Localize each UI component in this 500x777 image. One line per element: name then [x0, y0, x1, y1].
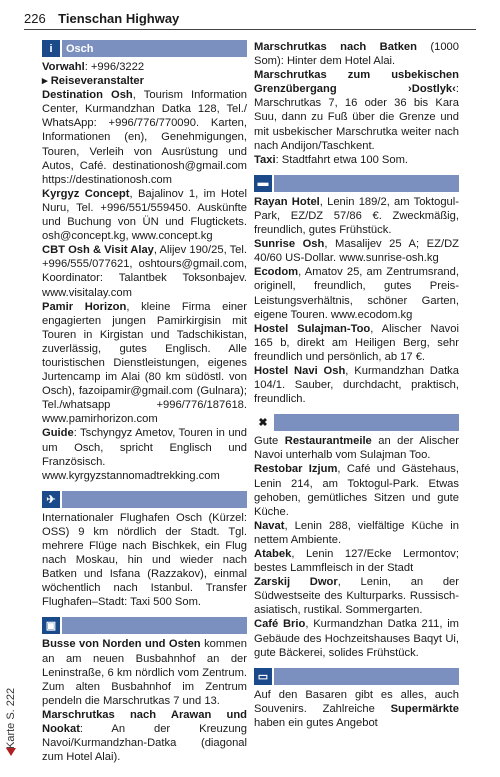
- map-reference-label: Karte S. 222: [5, 687, 17, 749]
- section-bar-bus: [42, 617, 247, 634]
- entry-zarskij: Zarskij Dwor, Lenin, an der Südwestseite des Kulturparks. Russisch-asiatisch, rustikal. Sommergarten.: [254, 576, 459, 617]
- entry-kyrgyz-concept: Kyrgyz Concept, Bajalinov 1, im Hotel Nuru, Tel. +996/551/559450. Auskünfte und Buchung von ÜN und Flugtickets. osh@concept.kg, www.concept.kg: [42, 187, 247, 243]
- entry-shopping: Auf den Basaren gibt es alles, auch Souvenirs. Zahlreiche Supermärkte haben ein gutes Angebot: [254, 688, 459, 729]
- section-bar-food: [254, 414, 459, 431]
- page-header: [24, 10, 476, 32]
- entry-arawan: Marschrutkas nach Arawan und Nookat: An der Kreuzung Navoi/Kurmandzhan-Datka (diagonal zum Hotel Alai).: [42, 708, 247, 764]
- entry-busse: Busse von Norden und Osten kommen an am neuen Busbahnhof an der Leninstraße, 6 km nördlich vom Zentrum. Zum alten Busbahnhof im Zentrum pendeln die Marschrutkas 7 und 13.: [42, 638, 247, 707]
- entry-rayan: Rayan Hotel, Lenin 189/2, am Toktogul-Park, EZ/DZ 57/86 €. Zweckmäßig, freundlich, gutes Frühstück.: [254, 195, 459, 237]
- section-bar-shopping: [254, 668, 459, 685]
- reiseveranstalter-heading: ▸ Reiseveranstalter: [42, 75, 145, 88]
- left-column: [42, 40, 247, 764]
- info-icon: i: [42, 40, 60, 57]
- flight-info: Internationaler Flughafen Osch (Kürzel: OSS) 9 km nördlich der Stadt. Tgl. mehrere Flüge nach Bischkek, ein Flug nach Moskau, hin und wieder nach Batken und Isfana (Razzakov), einmal wöchentlich nach Istanbul. Transfer Flughafen–Stadt: Taxi 500 Som.: [42, 511, 247, 609]
- entry-taxi: Taxi: Stadtfahrt etwa 100 Som.: [254, 153, 409, 166]
- section-bar-flight: [42, 491, 247, 508]
- bed-icon: ▬: [254, 175, 272, 192]
- section-bar-osch: [42, 40, 247, 57]
- entry-navi: Hostel Navi Osh, Kurmandzhan Datka 104/1. Sauber, durchdacht, praktisch, freundlich.: [254, 364, 459, 406]
- entry-sunrise: Sunrise Osh, Masalijev 25 A; EZ/DZ 40/60 US-Dollar. www.sunrise-osh.kg: [254, 238, 459, 265]
- entry-brio: Café Brio, Kurmandzhan Datka 211, im Gebäude des Hochzeitshauses Baqyt Ui, gute Bäckerei, solides Frühstück.: [254, 618, 460, 659]
- entry-pamir-horizon: Pamir Horizon, kleine Firma einer engagierten jungen Pamirkirgisin mit Touren in Kirgistan und Tadschikistan, zuverlässig, gutes Englisch. Alle touristischen Dienstleistungen, eigenes Jurtencamp im Alai (80 km südöstl. von Osch), fazoipamir@gmail.com (Gulnara); Tel./whatsapp +996/776/187618. www.pamirhorizon.com: [42, 300, 247, 426]
- section-title: Osch: [62, 40, 247, 57]
- cart-icon: ▭: [254, 668, 272, 685]
- entry-ecodom: Ecodom, Amatov 25, am Zentrumsrand, originell, freundlich, gutes Preis-Leistungsverhältnis, schöner Garten, eigene Touren. www.ecodom.kg: [254, 266, 459, 321]
- entry-grenze: Marschrutkas zum usbekischen Grenzübergang ›Dostlyk‹: Marschrutkas 7, 16 oder 36 bis Kara Suu, dann zu Fuß über die Grenze und mit usbekischer Marschrutka weiter nach nach Andijon/Taschkent.: [254, 69, 459, 152]
- cutlery-icon: ✖: [254, 414, 272, 431]
- map-arrow-icon: [6, 748, 16, 756]
- right-column: [254, 40, 459, 730]
- entry-sulajman: Hostel Sulajman-Too, Alischer Navoi 165 b, direkt am Heiligen Berg, sehr freundlich und persönlich, ab 17 €.: [254, 322, 459, 363]
- entry-cbt-osh: CBT Osh & Visit Alay, Alijev 190/25, Tel. +996/555/077621, oshtours@gmail.com, Koordinator: Talantbek Toksonbajev. www.visitalay.com: [42, 244, 247, 299]
- vorwahl: Vorwahl: +996/3222: [42, 61, 145, 73]
- airplane-icon: ✈: [42, 491, 60, 508]
- bus-icon: ▣: [42, 617, 60, 634]
- entry-guide: Guide: Tschyngyz Ametov, Touren in und um Osch, spricht Englisch und Französisch. www.kyrgyzstannomadtrekking.com: [42, 427, 247, 482]
- section-bar-hotels: [254, 175, 459, 192]
- page-number: 226: [24, 11, 46, 26]
- entry-atabek: Atabek, Lenin 127/Ecke Lermontov; bestes Lammfleisch in der Stadt: [254, 548, 459, 575]
- entry-navat: Navat, Lenin 288, vielfältige Küche in nettem Ambiente.: [254, 519, 459, 546]
- map-reference: [4, 676, 18, 756]
- entry-batken: Marschrutkas nach Batken (1000 Som): Hinter dem Hotel Alai.: [254, 41, 459, 68]
- entry-restaurantmeile: Gute Restaurantmeile an der Alischer Navoi unterhalb vom Sulajman Too.: [254, 435, 459, 462]
- entry-izjum: Restobar Izjum, Café und Gästehaus, Lenin 214, am Toktogul-Park. Etwas gehoben, gemütliches Sitzen und gute Küche.: [254, 463, 459, 518]
- entry-destination-osh: Destination Osh, Tourism Information Center, Kurmandzhan Datka 128, Tel./ WhatsApp: +996/776/770090. Karten, Informationen (en), Genehmigungen, Touren, Verleih von Ausrüstung und Autos, Café. destinationosh@gmail.com https://destinationosh.com: [42, 89, 248, 186]
- running-title: Tienschan Highway: [58, 11, 180, 26]
- header-rule: [24, 29, 476, 30]
